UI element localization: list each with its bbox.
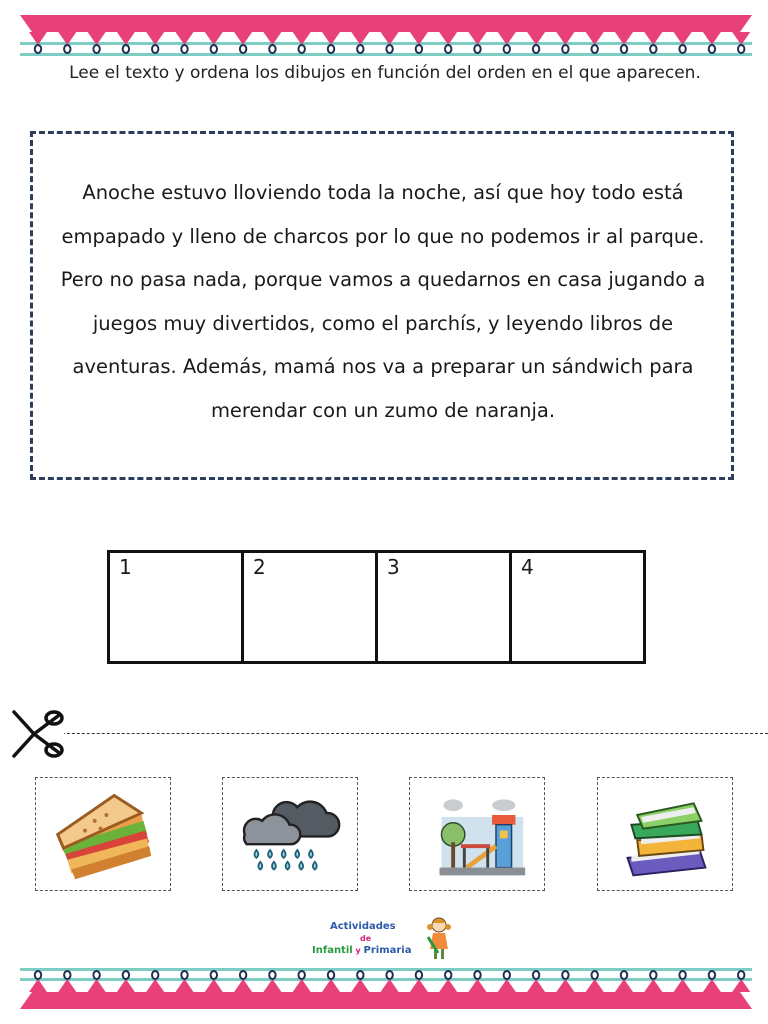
order-cell-1[interactable] [109, 552, 243, 663]
top-decorative-border [20, 12, 752, 58]
sandwich-icon [36, 778, 169, 889]
order-cell-3[interactable] [377, 552, 511, 663]
order-number: 1 [119, 555, 132, 579]
order-number: 2 [253, 555, 266, 579]
picture-card-sandwich[interactable] [35, 777, 171, 891]
logo-line-1: Actividades [330, 921, 396, 932]
logo-word-y: y [355, 946, 361, 955]
picture-card-playground[interactable] [409, 777, 545, 891]
logo-line-2: de [360, 934, 372, 943]
bottom-decorative-border [20, 966, 752, 1012]
logo [310, 915, 460, 963]
girl-mascot-icon [424, 915, 454, 963]
cut-line [12, 733, 768, 734]
order-table [107, 550, 646, 664]
picture-card-books[interactable] [597, 777, 733, 891]
playground-icon [410, 778, 543, 889]
order-cell-2[interactable] [243, 552, 377, 663]
order-number: 4 [521, 555, 534, 579]
scissors-icon [8, 708, 64, 760]
order-number: 3 [387, 555, 400, 579]
logo-line-3 [312, 945, 411, 956]
order-cell-4[interactable] [511, 552, 645, 663]
picture-card-rain[interactable] [222, 777, 358, 891]
logo-word-primaria: Primaria [363, 945, 412, 956]
logo-word-infantil: Infantil [312, 945, 353, 956]
rain-cloud-icon [223, 778, 356, 889]
books-icon [598, 778, 731, 889]
story-text: Anoche estuvo lloviendo toda la noche, así que hoy todo está empapado y lleno de charcos por lo que no podemos ir al parque. Pero no pasa nada, porque vamos a quedarnos en casa jugando a juegos muy divertidos, como el parchís, y leyendo libros de aventuras. Además, mamá nos va a preparar un sándwich para merendar con un zumo de naranja. [60, 181, 706, 422]
instruction-text: Lee el texto y ordena los dibujos en función del orden en el que aparecen. [69, 63, 701, 83]
